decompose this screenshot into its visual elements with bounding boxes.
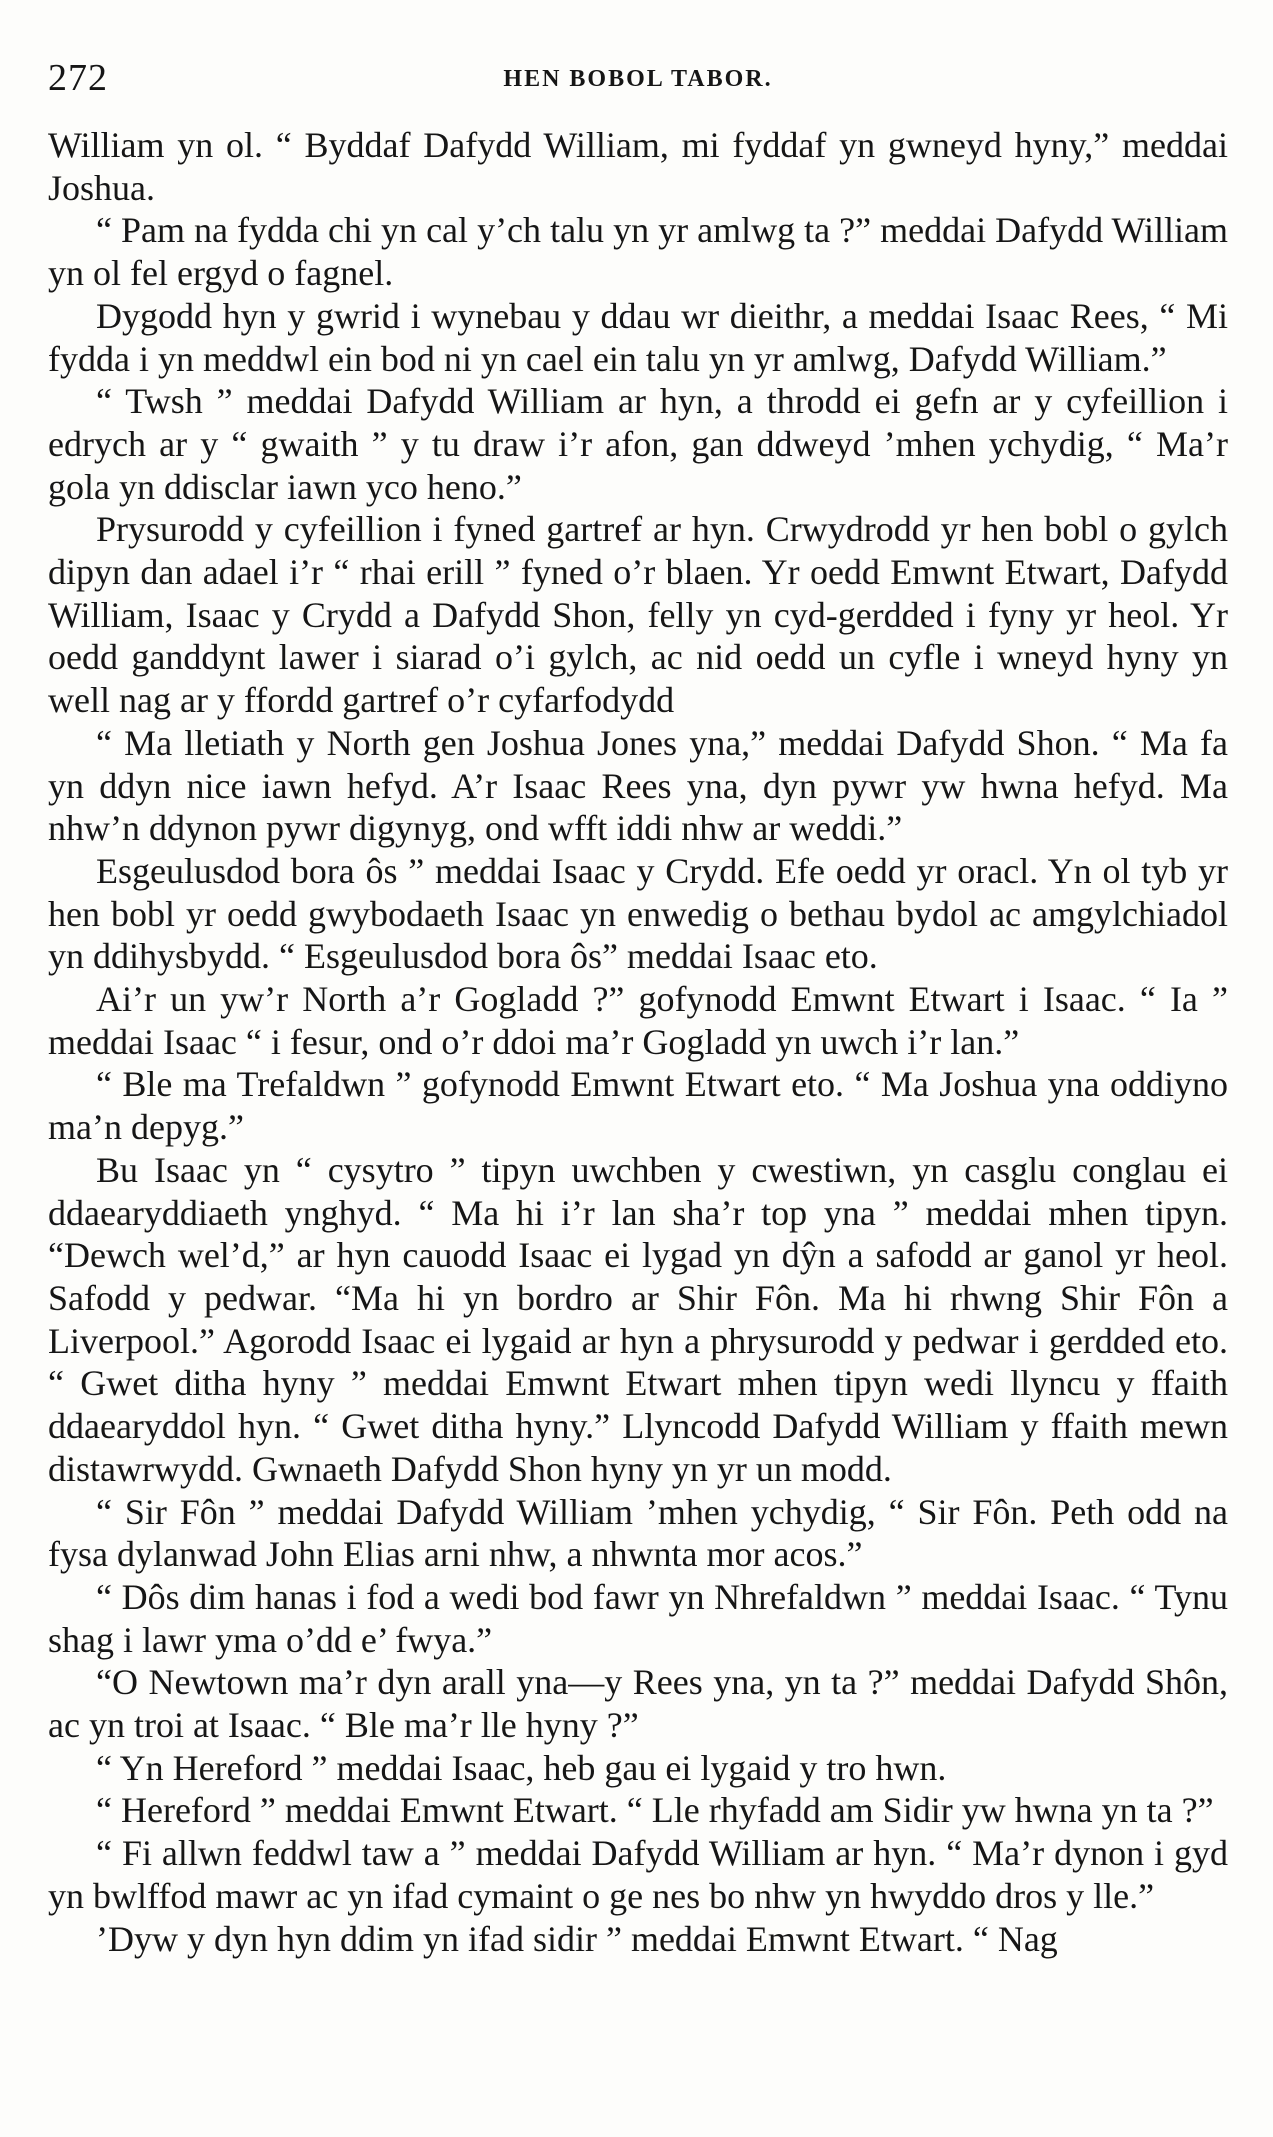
paragraph: “ Pam na fydda chi yn cal y’ch talu yn yr amlwg ta ?” meddai Dafydd William yn ol fel ergyd o fagnel. (48, 210, 1228, 294)
running-title: HEN BOBOL TABOR. (503, 66, 773, 92)
paragraph: “ Ma lletiath y North gen Joshua Jones yna,” meddai Dafydd Shon. “ Ma fa yn ddyn nice iawn hefyd. A’r Isaac Rees yna, dyn pywr yw hwna hefyd. Ma nhw’n ddynon pywr digynyg, ond wfft iddi nhw ar weddi.” (48, 722, 1228, 849)
body-text (48, 124, 1228, 1960)
page-number: 272 (48, 57, 108, 99)
paragraph: Esgeulusdod bora ôs ” meddai Isaac y Crydd. Efe oedd yr oracl. Yn ol tyb yr hen bobl yr oedd gwybodaeth Isaac yn enwedig o bethau bydol ac amgylchiadol yn ddihysbydd. “ Esgeulusdod bora ôs” meddai Isaac eto. (48, 850, 1228, 977)
paragraph: “ Fi allwn feddwl taw a ” meddai Dafydd William ar hyn. “ Ma’r dynon i gyd yn bwlffod mawr ac yn ifad cymaint o ge nes bo nhw yn hwyddo dros y lle.” (48, 1833, 1228, 1916)
paragraph: Dygodd hyn y gwrid i wynebau y ddau wr dieithr, a meddai Isaac Rees, “ Mi fydda i yn meddwl ein bod ni yn cael ein talu yn yr amlwg, Dafydd William.” (48, 295, 1228, 379)
paragraph: William yn ol. “ Byddaf Dafydd William, mi fyddaf yn gwneyd hyny,” meddai Joshua. (48, 125, 1228, 208)
paragraph: ’Dyw y dyn hyn ddim yn ifad sidir ” meddai Emwnt Etwart. “ Nag (96, 1918, 1058, 1959)
page-header (48, 56, 1228, 106)
paragraph: Prysurodd y cyfeillion i fyned gartref ar hyn. Crwydrodd yr hen bobl o gylch dipyn dan adael i’r “ rhai erill ” fyned o’r blaen. Yr oedd Emwnt Etwart, Dafydd William, Isaac y Crydd a Dafydd Shon, felly yn cyd-gerdded i fyny yr heol. Yr oedd ganddynt lawer i siarad o’i gylch, ac nid oedd un cyfle i wneyd hyny yn well nag ar y ffordd gartref o’r cyfarfodydd (48, 509, 1228, 721)
paragraph: “O Newtown ma’r dyn arall yna—y Rees yna, yn ta ?” meddai Dafydd Shôn, ac yn troi at Isaac. “ Ble ma’r lle hyny ?” (48, 1662, 1228, 1746)
paragraph: “ Sir Fôn ” meddai Dafydd William ’mhen ychydig, “ Sir Fôn. Peth odd na fysa dylanwad John Elias arni nhw, a nhwnta mor acos.” (48, 1491, 1228, 1575)
paragraph: Bu Isaac yn “ cysytro ” tipyn uwchben y cwestiwn, yn casglu conglau ei ddaearyddiaeth ynghyd. “ Ma hi i’r lan sha’r top yna ” meddai mhen tipyn. “Dewch wel’d,” ar hyn cauodd Isaac ei lygad yn dŷn a safodd ar ganol yr heol. Safodd y pedwar. “Ma hi yn bordro ar Shir Fôn. Ma hi rhwng Shir Fôn a Liverpool.” Agorodd Isaac ei lygaid ar hyn a phrysurodd y pedwar i gerdded eto. “ Gwet ditha hyny ” meddai Emwnt Etwart mhen tipyn wedi llyncu y ffaith ddaearyddol hyn. “ Gwet ditha hyny.” Llyncodd Dafydd William y ffaith mewn distawrwydd. Gwnaeth Dafydd Shon hyny yn yr un modd. (48, 1149, 1228, 1489)
paragraph: “ Hereford ” meddai Emwnt Etwart. “ Lle rhyfadd am Sidir yw hwna yn ta ?” (96, 1790, 1214, 1831)
paragraph: Ai’r un yw’r North a’r Gogladd ?” gofynodd Emwnt Etwart i Isaac. “ Ia ” meddai Isaac “ i fesur, ond o’r ddoi ma’r Gogladd yn uwch i’r lan.” (48, 979, 1228, 1062)
paragraph: “ Dôs dim hanas i fod a wedi bod fawr yn Nhrefaldwn ” meddai Isaac. “ Tynu shag i lawr yma o’dd e’ fwya.” (48, 1576, 1228, 1660)
paragraph: “ Yn Hereford ” meddai Isaac, heb gau ei lygaid y tro hwn. (96, 1747, 947, 1788)
paragraph: “ Twsh ” meddai Dafydd William ar hyn, a throdd ei gefn ar y cyfeillion i edrych ar y “ gwaith ” y tu draw i’r afon, gan ddweyd ’mhen ychydig, “ Ma’r gola yn ddisclar iawn yco heno.” (48, 381, 1228, 507)
paragraph: “ Ble ma Trefaldwn ” gofynodd Emwnt Etwart eto. “ Ma Joshua yna oddiyno ma’n depyg.” (48, 1064, 1228, 1148)
